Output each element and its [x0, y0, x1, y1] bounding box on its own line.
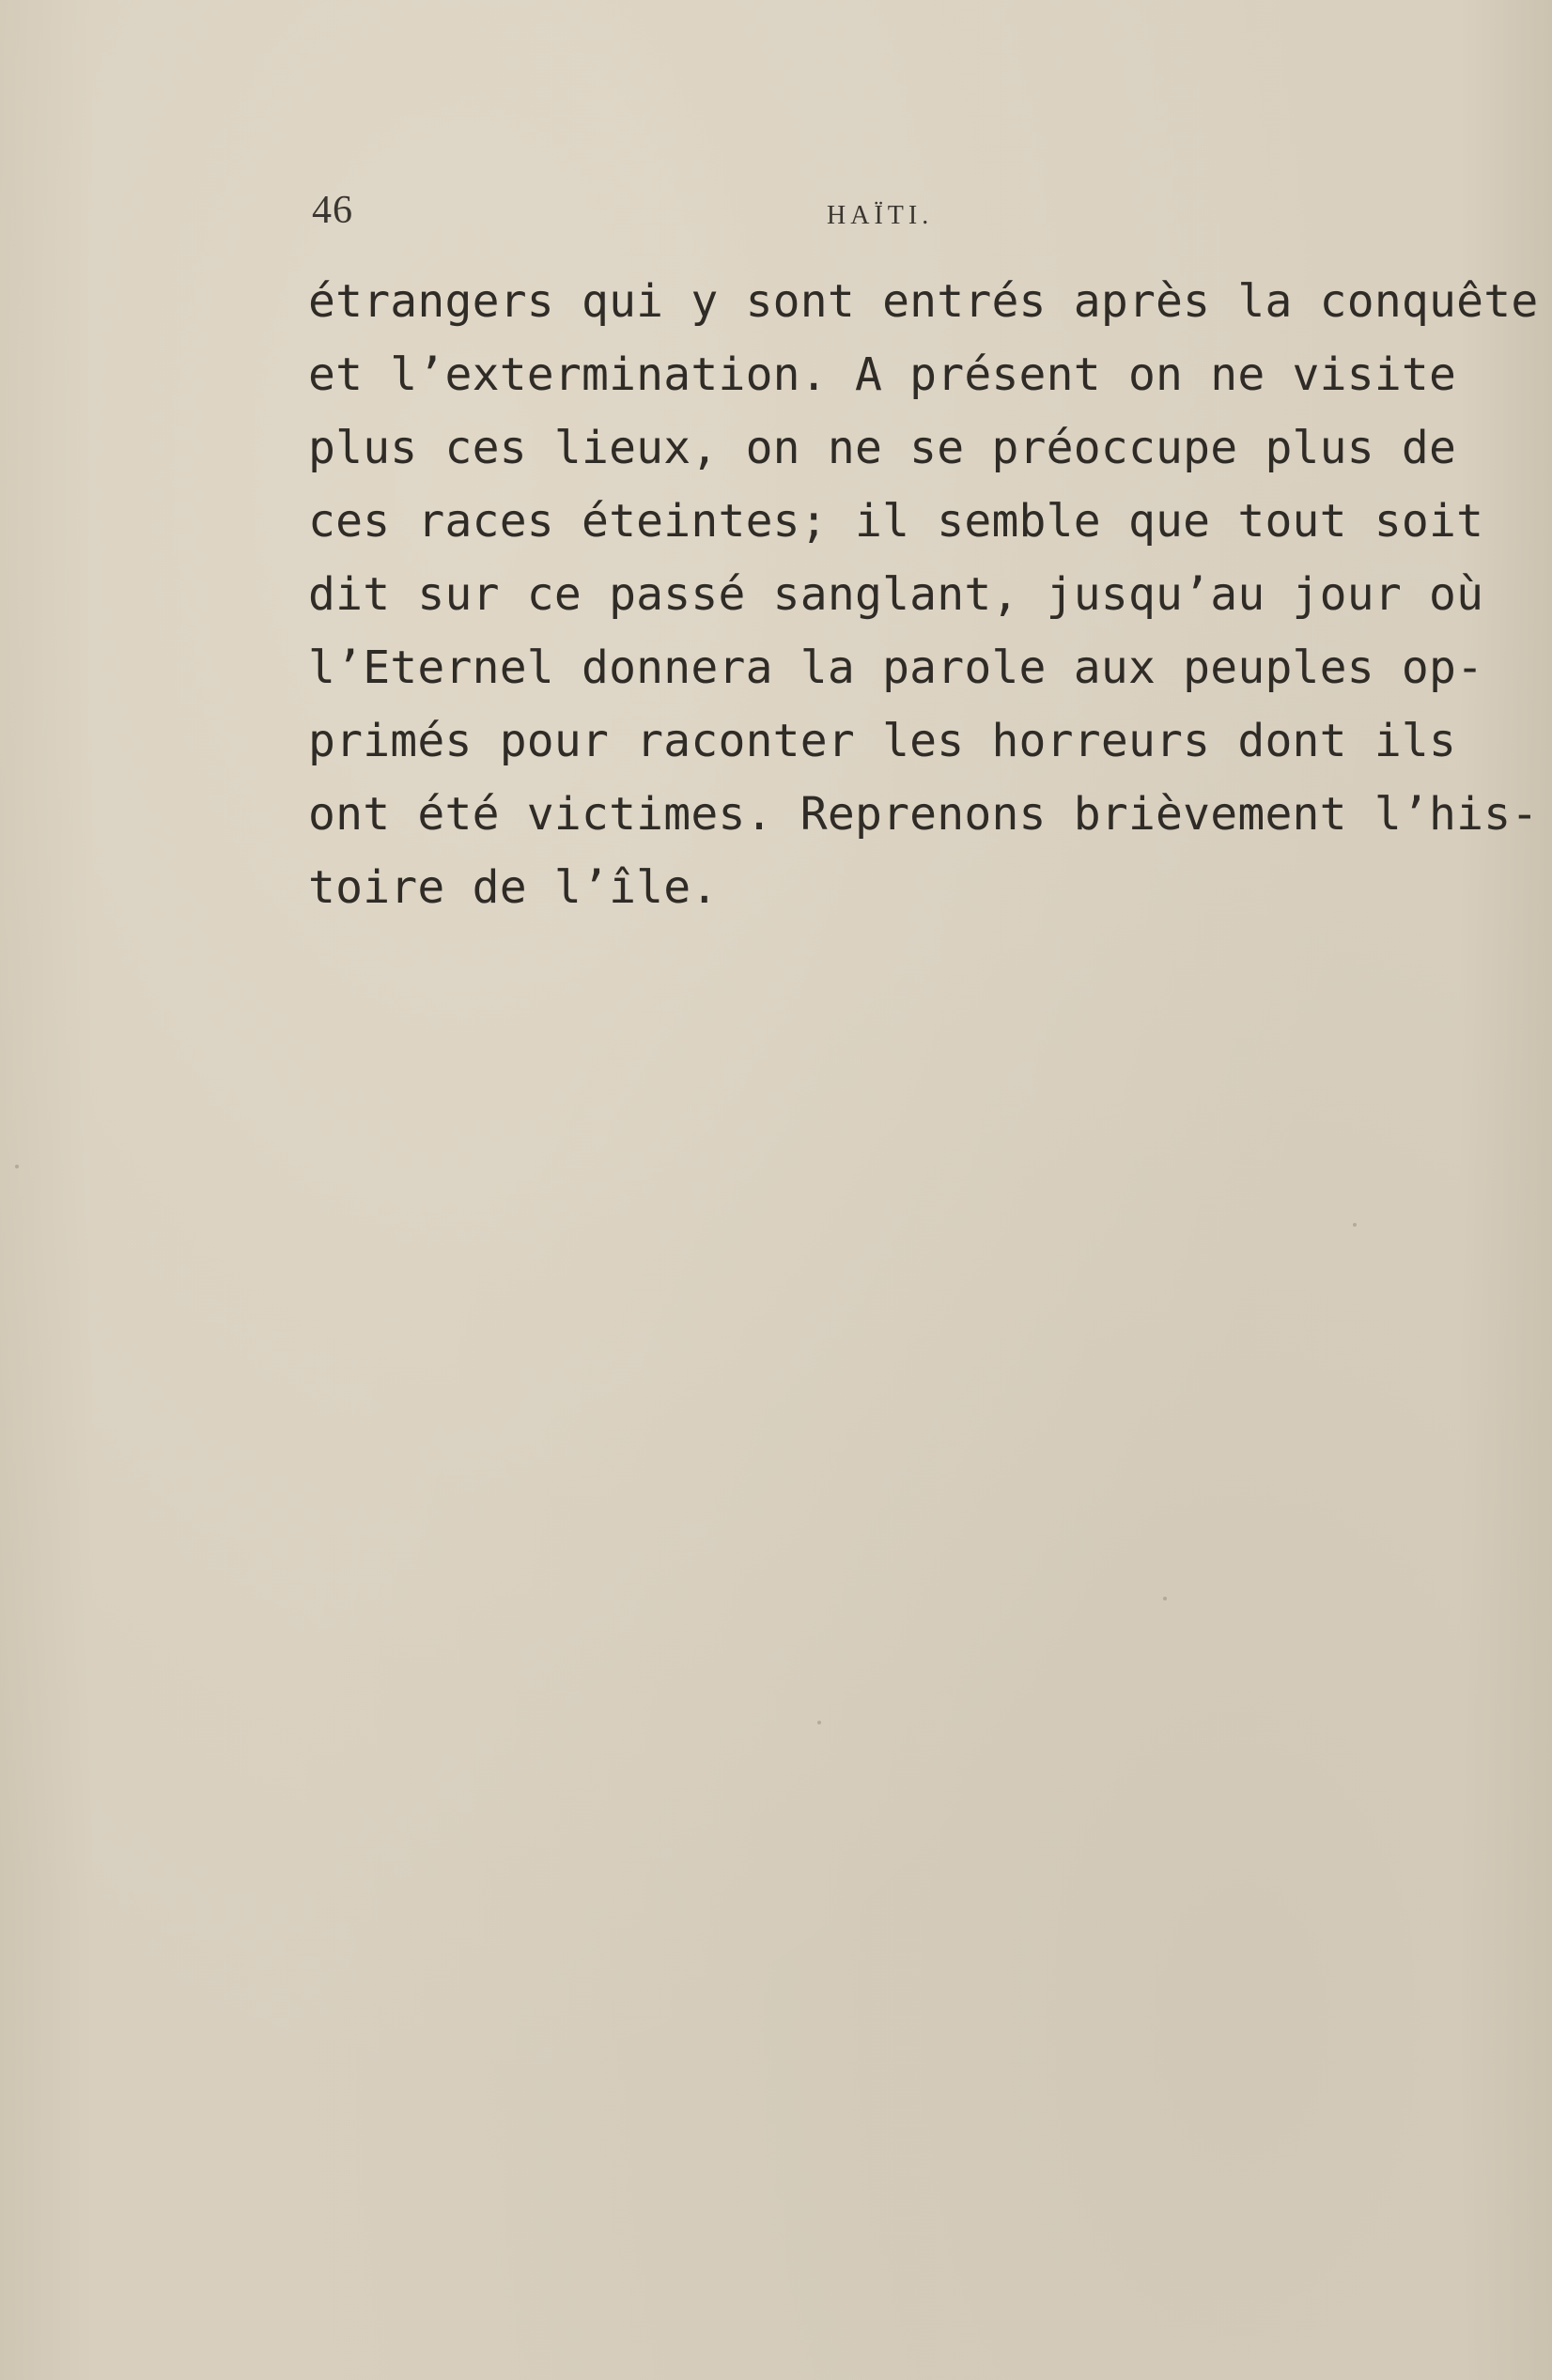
body-paragraph — [308, 265, 1539, 924]
page-number: 46 — [312, 189, 353, 232]
text-line: primés pour raconter les horreurs dont ils — [308, 715, 1457, 767]
paper-speck — [15, 1165, 19, 1168]
text-line: l’Eternel donnera la parole aux peuples op- — [308, 641, 1484, 694]
running-title: HAÏTI. — [827, 201, 934, 230]
running-head — [312, 188, 1456, 244]
paper-speck — [1163, 1597, 1167, 1600]
text-line: étrangers qui y sont entrés après la conquête — [308, 275, 1539, 328]
paper-speck — [817, 1721, 821, 1724]
text-line: ont été victimes. Reprenons brièvement l’his- — [308, 788, 1539, 841]
text-line: toire de l’île. — [308, 861, 719, 914]
text-line: dit sur ce passé sanglant, jusqu’au jour où — [308, 568, 1484, 621]
text-line: plus ces lieux, on ne se préoccupe plus de — [308, 422, 1457, 474]
text-line: ces races éteintes; il semble que tout soit — [308, 495, 1484, 548]
paper-speck — [1353, 1223, 1357, 1227]
text-line: et l’extermination. A présent on ne visite — [308, 348, 1457, 401]
